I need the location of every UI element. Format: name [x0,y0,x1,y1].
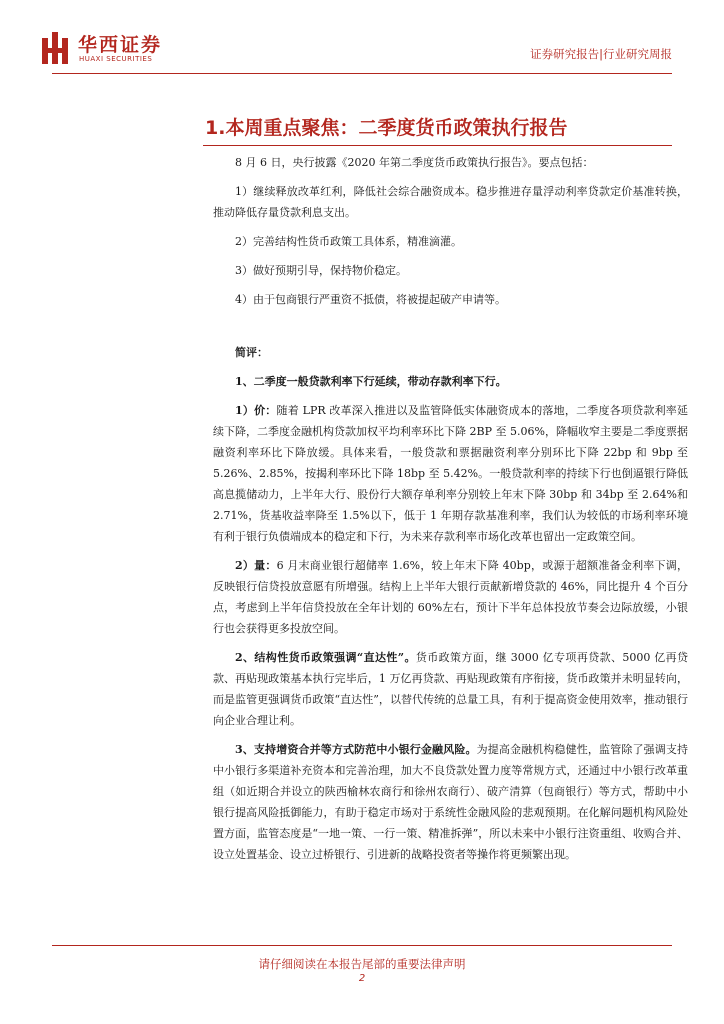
legal-disclaimer: 请仔细阅读在本报告尾部的重要法律声明 [258,957,466,971]
structural-policy-text: 货币政策方面，继 3000 亿专项再贷款、5000 亿再贷款、再贴现政策基本执行完毕后，1 万亿再贷款、再贴现政策有序衔接，货币政策并未明显转向，而是监管更强调货币政策“直达性”，以替代传统的总量工具，有利于提高资金使用效率，推动银行向企业合理让利。 [213,651,688,727]
page-header [0,0,724,80]
key-point-3: 3）做好预期引导，保持物价稳定。 [235,264,407,277]
key-point-2: 2）完善结构性货币政策工具体系，精准滴灌。 [235,235,462,248]
header-divider [52,73,672,74]
key-point-1: 1）继续释放改革红利，降低社会综合融资成本。稳步推进存量浮动利率贷款定价基准转换，推动降低存量贷款利息支出。 [213,185,688,219]
price-paragraph [213,400,688,547]
structural-policy-label: 2、结构性货币政策强调“直达性”。 [235,651,416,664]
title-underline [203,145,672,146]
section-title: 1.本周重点聚焦：二季度货币政策执行报告 [205,117,568,139]
bank-risk-text: 为提高金融机构稳健性，监管除了强调支持中小银行多渠道补充资本和完善治理，加大不良贷款处置力度等常规方式，还通过中小银行改革重组（如近期合并设立的陕西榆林农商行和徐州农商行）、破产清算（包商银行）等方式，帮助中小银行提高风险抵御能力，有助于稳定市场对于系统性金融风险的悲观预期。在化解问题机构风险处置方面，监管态度是“一地一策、一行一策、精准拆弹”，所以未来中小银行注资重组、收购合并、设立处置基金、设立过桥银行、引进新的战略投资者等操作将更频繁出现。 [213,743,688,861]
page-number: 2 [358,973,366,984]
structural-policy-paragraph [213,647,688,731]
price-label: 1）价： [235,404,277,417]
intro-paragraph: 8 月 6 日，央行披露《2020 年第二季度货币政策执行报告》。要点包括： [235,156,594,169]
huaxi-logo-icon [40,30,70,66]
volume-label: 2）量： [235,559,277,572]
footer-divider [52,945,672,946]
report-body [213,152,688,865]
bank-risk-label: 3、支持增资合并等方式防范中小银行金融风险。 [235,743,477,756]
subheading-loan-rates: 1、二季度一般贷款利率下行延续，带动存款利率下行。 [235,375,507,388]
volume-paragraph [213,555,688,639]
report-type-label: 证券研究报告|行业研究周报 [530,47,672,61]
key-point-4: 4）由于包商银行严重资不抵债，将被提起破产申请等。 [235,293,506,306]
logo-english-name: HUAXI SECURITIES [79,55,153,63]
volume-text: 6 月末商业银行超储率 1.6%，较上年末下降 40bp，或源于超额准备金利率下调，反映银行信贷投放意愿有所增强。结构上上半年大银行贡献新增贷款的 46%，同比提升 4 个百分点，考虑到上半年信贷投放在全年计划的 60%左右，预计下半年总体投放节奏会边际放缓，小银行也会获得更多投放空间。 [213,559,689,635]
logo-chinese-name: 华西证券 [78,34,163,56]
comment-label: 简评： [235,346,268,359]
price-text: 随着 LPR 改革深入推进以及监管降低实体融资成本的落地，二季度各项贷款利率延续下降，二季度金融机构贷款加权平均利率环比下降 2BP 至 5.06%，降幅收窄主要是二季度票据融资利率环比下降放缓。具体来看，一般贷款和票据融资利率分别环比下降 22bp 和 9bp 至 5.26%、2.85%，按揭利率环比下降 18bp 至 5.42%。一般贷款利率的持续下行也倒逼银行降低高息揽储动力，上半年大行、股份行大额存单利率分别较上年末下降 30bp 和 34bp 至 2.64%和 2.71%，货基收益率降至 1.5%以下，低于 1 年期存款基准利率，我们认为较低的市场利率环境有利于银行负债端成本的稳定和下行，为未来存款利率市场化改革也留出一定政策空间。 [213,404,688,543]
bank-risk-paragraph [213,739,688,865]
